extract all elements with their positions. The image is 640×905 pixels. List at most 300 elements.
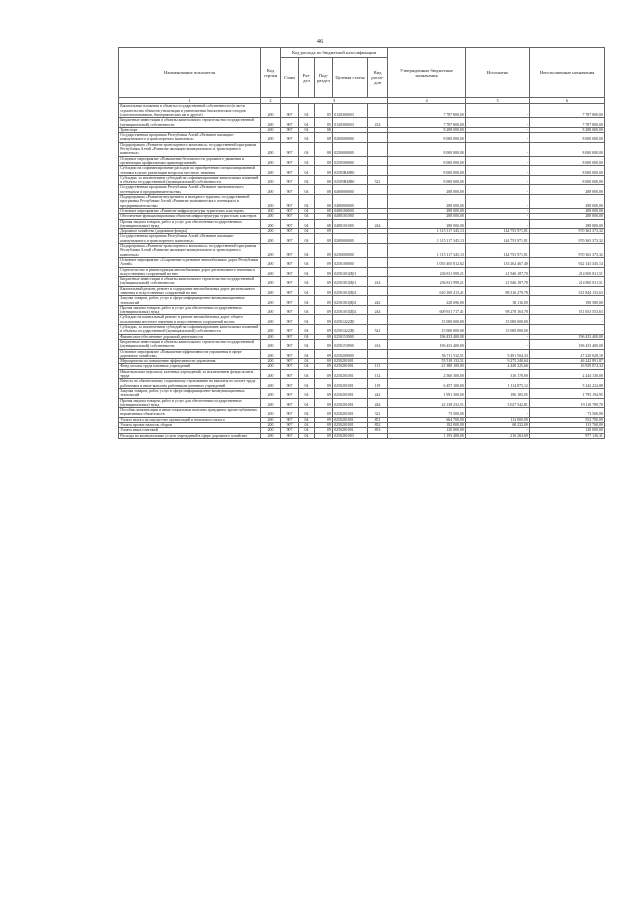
row-executed: - (466, 219, 530, 229)
row-podrazdel: 09 (315, 286, 333, 296)
row-code: 200 (261, 398, 281, 408)
row-glava: 907 (281, 359, 299, 364)
row-glava: 907 (281, 166, 299, 176)
row-approved: 120 000,00 (388, 428, 466, 433)
row-razdel: 04 (299, 398, 315, 408)
row-glava: 907 (281, 369, 299, 379)
row-name: Расходы на коммунальные услуги учреждений в сфере дорожного хозяйства (119, 433, 261, 438)
row-razdel: 04 (299, 433, 315, 438)
row-remaining: 511 653 553,63 (530, 305, 605, 315)
row-remaining: 970 363 373,32 (530, 234, 605, 244)
row-name: Основное мероприятие «Сохранение и развитие автомобильных дорог Республики Алтай» (119, 257, 261, 267)
row-vid: 244 (368, 219, 388, 229)
row-glava: 907 (281, 296, 299, 306)
row-code: 200 (261, 185, 281, 195)
row-podrazdel: 09 (315, 257, 333, 267)
row-target: 0250100000 (333, 257, 368, 267)
row-name: Прочая закупка товаров, работ и услуг для обеспечения государственных (муниципальных) нужд (119, 219, 261, 229)
row-target: 0250201001 (333, 388, 368, 398)
row-remaining: 8 000 000,00 (530, 166, 605, 176)
row-podrazdel: 09 (315, 408, 333, 418)
row-remaining: 214 865 811,51 (530, 267, 605, 277)
row-target: 0250201001 (333, 423, 368, 428)
row-approved: 609 931 717,41 (388, 305, 466, 315)
row-code: 200 (261, 214, 281, 219)
row-razdel: 04 (299, 234, 315, 244)
row-podrazdel: 08 (315, 142, 333, 156)
row-executed: - (466, 156, 530, 166)
row-remaining: 47 220 028,18 (530, 349, 605, 359)
row-razdel: 04 (299, 349, 315, 359)
row-executed: 316 170,00 (466, 369, 530, 379)
row-executed: - (466, 104, 530, 118)
row-vid (368, 315, 388, 325)
row-target: 0120300003 (333, 104, 368, 118)
row-name: Капитальный ремонт, ремонт и содержание автомобильных дорог регионального значения и искусственных сооружений на них (119, 286, 261, 296)
row-name: Иные выплаты персоналу казенных учреждений, за исключением фонда оплаты труда (119, 369, 261, 379)
row-executed: 15 000 000,00 (466, 325, 530, 335)
row-target: 0250201001 (333, 417, 368, 422)
row-glava: 907 (281, 408, 299, 418)
row-glava: 907 (281, 267, 299, 277)
table-row (119, 185, 605, 195)
row-glava: 907 (281, 104, 299, 118)
row-remaining: 5 342 224,88 (530, 379, 605, 389)
row-name: Дорожное хозяйство (дорожные фонды) (119, 229, 261, 234)
row-target: 0480101000 (333, 214, 368, 219)
row-name: Государственная программа Республики Алтай «Развитие жилищно-коммунального и транспортного комплекса» (119, 133, 261, 143)
row-code: 200 (261, 359, 281, 364)
row-target: 0250201001 (333, 369, 368, 379)
row-remaining: 190 580,00 (530, 296, 605, 306)
row-executed: - (466, 428, 530, 433)
row-executed: 9 491 504,33 (466, 349, 530, 359)
row-approved: 22 138 232,51 (388, 398, 466, 408)
row-vid (368, 286, 388, 296)
row-executed: - (466, 408, 530, 418)
row-vid (368, 195, 388, 209)
row-code: 200 (261, 142, 281, 156)
row-podrazdel: 05 (315, 104, 333, 118)
row-code: 200 (261, 423, 281, 428)
header-approved: Утвержденные бюджетные назначения (388, 48, 466, 98)
row-glava: 907 (281, 219, 299, 229)
row-name: Уплата иных платежей (119, 428, 261, 433)
table-row (119, 315, 605, 325)
header-razdel: Раз-дел (299, 58, 315, 98)
row-code: 200 (261, 156, 281, 166)
row-code: 200 (261, 334, 281, 339)
table-row (119, 267, 605, 277)
row-target: 0250500000 (333, 156, 368, 166)
row-executed: 144 753 971,81 (466, 229, 530, 234)
row-podrazdel: 09 (315, 296, 333, 306)
row-podrazdel: 09 (315, 277, 333, 287)
row-target: 0250201003 (333, 433, 368, 438)
header-podrazdel: Под-раздел (315, 58, 333, 98)
row-name: Транспорт (119, 127, 261, 132)
row-approved: 288 000,00 (388, 219, 466, 229)
row-glava: 907 (281, 325, 299, 335)
table-row (119, 369, 605, 379)
row-executed: 216 263,69 (466, 433, 530, 438)
row-name: Пособия, компенсации и иные социальные выплаты гражданам, кроме публичных нормативных обязательств (119, 408, 261, 418)
header-remaining: Неисполненные назначения (530, 48, 605, 98)
table-row (119, 398, 605, 408)
row-remaining: 977 136,31 (530, 433, 605, 438)
row-remaining: 196 433 400,00 (530, 339, 605, 349)
row-vid (368, 234, 388, 244)
row-podrazdel: 08 (315, 208, 333, 213)
row-razdel: 04 (299, 408, 315, 418)
row-vid (368, 156, 388, 166)
row-executed: - (466, 175, 530, 185)
row-razdel: 04 (299, 142, 315, 156)
row-approved: 1 115 117 345,13 (388, 234, 466, 244)
row-glava: 907 (281, 195, 299, 209)
row-razdel: 04 (299, 257, 315, 267)
row-name: Бюджетные инвестиции в объекты капитального строительства государственной (муниципальной) собственности (119, 118, 261, 128)
row-remaining: 288 000,00 (530, 195, 605, 209)
row-glava: 907 (281, 175, 299, 185)
row-razdel: 04 (299, 423, 315, 428)
row-executed: 4 440 225,66 (466, 364, 530, 369)
header-classification: Код расхода по бюджетной классификации (281, 48, 388, 58)
row-remaining: 120 000,00 (530, 428, 605, 433)
row-name: Подпрограмма «Развитие транспортного комплекса» государственной программы Республики Алтай «Развитие жилищно-коммунального и транспортного комплекса» (119, 142, 261, 156)
row-name: Прочая закупка товаров, работ и услуг для обеспечения государственных (муниципальных) нужд (119, 305, 261, 315)
row-code: 200 (261, 195, 281, 209)
row-vid: 852 (368, 423, 388, 428)
header-target: Целевая статья (333, 58, 368, 98)
row-glava: 907 (281, 315, 299, 325)
row-remaining: 288 000,00 (530, 185, 605, 195)
table-row (119, 388, 605, 398)
row-code: 200 (261, 257, 281, 267)
row-name: Субсидии, за исключением субсидий на софинансирование капитальных вложений в объекты государственной (муниципальной) собственности (119, 325, 261, 335)
table-row (119, 118, 605, 128)
row-target: 0250201001 (333, 408, 368, 418)
row-vid: 244 (368, 305, 388, 315)
row-code: 200 (261, 339, 281, 349)
row-glava: 907 (281, 127, 299, 132)
row-target: 0250153900 (333, 334, 368, 339)
row-remaining: 288 000,00 (530, 208, 605, 213)
row-executed: - (466, 133, 530, 143)
row-remaining: 288 000,00 (530, 219, 605, 229)
row-approved: 8 288 000,00 (388, 127, 466, 132)
row-code: 200 (261, 428, 281, 433)
row-glava: 907 (281, 334, 299, 339)
row-remaining: 19 110 789,70 (530, 398, 605, 408)
row-executed: 112 000,00 (466, 417, 530, 422)
row-code: 200 (261, 364, 281, 369)
row-approved: 15 000 000,00 (388, 315, 466, 325)
row-executed: 9 275 240,64 (466, 359, 530, 364)
row-name: Основное мероприятие «Повышение эффективности управления в сфере дорожного хозяйства» (119, 349, 261, 359)
row-glava: 907 (281, 433, 299, 438)
row-executed: - (466, 339, 530, 349)
row-code: 200 (261, 417, 281, 422)
row-remaining: - (530, 315, 605, 325)
row-approved: 236 811 999,21 (388, 277, 466, 287)
row-vid: 521 (368, 325, 388, 335)
row-vid (368, 142, 388, 156)
row-glava: 907 (281, 364, 299, 369)
row-razdel: 04 (299, 428, 315, 433)
row-target: 0250201001 (333, 379, 368, 389)
row-podrazdel: 08 (315, 133, 333, 143)
row-name: Бюджетные инвестиции в объекты капитального строительства государственной (муниципальной) собственности (119, 339, 261, 349)
row-razdel: 04 (299, 267, 315, 277)
row-name: Мероприятия по повышению эффективности управления (119, 359, 261, 364)
row-glava: 907 (281, 185, 299, 195)
row-glava: 907 (281, 379, 299, 389)
row-razdel: 04 (299, 104, 315, 118)
row-target: 02505R4880 (333, 175, 368, 185)
row-code: 200 (261, 369, 281, 379)
row-code: 200 (261, 325, 281, 335)
row-podrazdel: 09 (315, 417, 333, 422)
row-razdel: 04 (299, 315, 315, 325)
row-razdel: 04 (299, 334, 315, 339)
row-razdel: 04 (299, 127, 315, 132)
row-approved: 228 696,00 (388, 296, 466, 306)
row-razdel: 04 (299, 286, 315, 296)
row-razdel: 04 (299, 175, 315, 185)
row-podrazdel: 09 (315, 325, 333, 335)
row-remaining: - (530, 325, 605, 335)
row-code: 200 (261, 286, 281, 296)
row-glava: 907 (281, 277, 299, 287)
row-podrazdel: 09 (315, 305, 333, 315)
row-podrazdel: 08 (315, 175, 333, 185)
row-remaining: 46 242 891,87 (530, 359, 605, 364)
row-approved: 1 115 117 345,13 (388, 244, 466, 258)
row-podrazdel: 05 (315, 118, 333, 128)
row-glava: 907 (281, 349, 299, 359)
row-executed: 38 116,00 (466, 296, 530, 306)
row-approved: 288 000,00 (388, 214, 466, 219)
row-podrazdel: 09 (315, 234, 333, 244)
row-vid: 521 (368, 175, 388, 185)
row-approved: 288 000,00 (388, 195, 466, 209)
row-name: Финансовое обеспечение дорожной деятельности (119, 334, 261, 339)
table-body (119, 98, 605, 439)
row-executed: 144 753 971,81 (466, 244, 530, 258)
row-razdel: 04 (299, 219, 315, 229)
table-row (119, 296, 605, 306)
row-podrazdel: 09 (315, 428, 333, 433)
row-executed: - (466, 118, 530, 128)
row-approved: 664 700,00 (388, 417, 466, 422)
row-vid (368, 133, 388, 143)
row-remaining: 214 865 811,51 (530, 277, 605, 287)
row-razdel: 04 (299, 214, 315, 219)
header-code: Код строки (261, 48, 281, 98)
column-number: 5 (466, 98, 530, 104)
row-executed: 21 946 187,70 (466, 277, 530, 287)
row-approved: 1 115 117 345,13 (388, 229, 466, 234)
row-remaining: 16 939 874,34 (530, 364, 605, 369)
row-glava: 907 (281, 214, 299, 219)
column-number: 4 (388, 98, 466, 104)
row-name: Фонд оплаты труда казенных учреждений (119, 364, 261, 369)
row-razdel: 04 (299, 359, 315, 364)
row-name: Основное мероприятие «Повышение безопасности дорожного движения и организация профилактики правонарушений» (119, 156, 261, 166)
row-podrazdel: 09 (315, 398, 333, 408)
row-podrazdel: 09 (315, 433, 333, 438)
table-row (119, 379, 605, 389)
table-row (119, 104, 605, 118)
column-number: 2 (261, 98, 281, 104)
row-code: 200 (261, 267, 281, 277)
row-vid: 321 (368, 408, 388, 418)
row-razdel: 04 (299, 133, 315, 143)
row-razdel: 04 (299, 277, 315, 287)
header-executed: Исполнено (466, 48, 530, 98)
row-target: 02501422Д0 (333, 325, 368, 335)
row-vid (368, 166, 388, 176)
row-approved: 196 433 400,00 (388, 334, 466, 339)
table-row (119, 244, 605, 258)
row-podrazdel: 09 (315, 334, 333, 339)
row-approved: 1 055 405 812,62 (388, 257, 466, 267)
row-target: 0200000000 (333, 234, 368, 244)
row-name: Субсидии, за исключением субсидий на софинансирование капитальных вложений в объекты государственной (муниципальной) собственности (119, 175, 261, 185)
row-code: 200 (261, 229, 281, 234)
row-glava: 907 (281, 133, 299, 143)
row-vid: 111 (368, 364, 388, 369)
row-approved: 8 000 000,00 (388, 133, 466, 143)
row-podrazdel: 08 (315, 156, 333, 166)
row-razdel: 04 (299, 325, 315, 335)
row-executed: - (466, 214, 530, 219)
row-target: 0480101000 (333, 219, 368, 229)
row-code: 200 (261, 379, 281, 389)
table-row (119, 257, 605, 267)
row-vid: 119 (368, 379, 388, 389)
row-glava: 907 (281, 234, 299, 244)
column-number: 1 (119, 98, 261, 104)
row-approved: 236 811 999,21 (388, 267, 466, 277)
row-name: Государственная программа Республики Алтай «Развитие экономического потенциала и предпринимательства» (119, 185, 261, 195)
row-name: Бюджетные инвестиции в объекты капитального строительства государственной (муниципальной) собственности (119, 277, 261, 287)
header-glava: Глава (281, 58, 299, 98)
row-remaining: 113 768,00 (530, 423, 605, 428)
row-remaining: 1 795 194,95 (530, 388, 605, 398)
row-razdel: 04 (299, 369, 315, 379)
row-executed: - (466, 166, 530, 176)
row-glava: 907 (281, 142, 299, 156)
row-approved: 15 000 000,00 (388, 325, 466, 335)
row-vid: 112 (368, 369, 388, 379)
row-name: Субсидии на софинансирование расходов по приобретению специализированной техники в целях реализации вопросов местного значения (119, 166, 261, 176)
row-executed: 196 105,05 (466, 388, 530, 398)
row-target: 02501010Д02 (333, 305, 368, 315)
row-name: Подпрограмма «Развитие транспортного комплекса» государственной программы Республики Алтай «Развитие жилищно-коммунального и транспортного комплекса» (119, 244, 261, 258)
row-podrazdel: 09 (315, 339, 333, 349)
row-podrazdel: 09 (315, 315, 333, 325)
table-row (119, 142, 605, 156)
row-code: 200 (261, 244, 281, 258)
row-approved: 8 000 000,00 (388, 166, 466, 176)
row-remaining: 2 244 130,00 (530, 369, 605, 379)
row-approved: 55 518 132,51 (388, 359, 466, 364)
row-target: 0250000000 (333, 142, 368, 156)
row-vid: 851 (368, 417, 388, 422)
row-podrazdel: 09 (315, 359, 333, 364)
row-name: Прочая закупка товаров, работ и услуг для обеспечения государственных (муниципальных) нужд (119, 398, 261, 408)
table-row (119, 286, 605, 296)
row-remaining: 8 288 000,00 (530, 127, 605, 132)
table-row (119, 433, 605, 438)
row-name: Обеспечение функционирования объектов инфраструктуры туристских кластеров (119, 214, 261, 219)
row-approved: 21 380 100,00 (388, 364, 466, 369)
row-remaining: 8 000 000,00 (530, 175, 605, 185)
row-code: 200 (261, 104, 281, 118)
row-glava: 907 (281, 428, 299, 433)
row-glava: 907 (281, 244, 299, 258)
row-razdel: 04 (299, 339, 315, 349)
row-target: 02505R4880 (333, 166, 368, 176)
row-approved: 288 000,00 (388, 185, 466, 195)
table-row (119, 219, 605, 229)
row-podrazdel: 08 (315, 219, 333, 229)
table-row (119, 349, 605, 359)
row-code: 200 (261, 166, 281, 176)
row-razdel: 04 (299, 379, 315, 389)
table-row (119, 156, 605, 166)
row-podrazdel: 09 (315, 267, 333, 277)
row-name: Основное мероприятие «Развитие инфраструктуры туристских кластеров» (119, 208, 261, 213)
row-name: Капитальные вложения в объекты государственной собственности (в части строительства объектов утилизации и уничтожения биологических отходов (скотомогильников, биотермических ям и другое) (119, 104, 261, 118)
budget-table (118, 47, 605, 439)
row-code: 200 (261, 433, 281, 438)
row-vid (368, 185, 388, 195)
row-remaining: 8 000 000,00 (530, 142, 605, 156)
row-vid (368, 433, 388, 438)
row-approved: 8 000 000,00 (388, 142, 466, 156)
table-row (119, 175, 605, 185)
row-executed: - (466, 208, 530, 213)
row-glava: 907 (281, 417, 299, 422)
row-code: 200 (261, 208, 281, 213)
row-code: 200 (261, 349, 281, 359)
row-vid (368, 349, 388, 359)
row-target: 0120300003 (333, 118, 368, 128)
row-approved: 7 787 800,00 (388, 118, 466, 128)
row-code: 200 (261, 175, 281, 185)
row-podrazdel: 08 (315, 195, 333, 209)
row-approved: 6 457 100,00 (388, 379, 466, 389)
row-target: 0480000000 (333, 195, 368, 209)
row-razdel: 04 (299, 185, 315, 195)
row-razdel: 04 (299, 195, 315, 209)
row-glava: 907 (281, 286, 299, 296)
row-approved: 56 711 532,51 (388, 349, 466, 359)
row-remaining: 552 700,00 (530, 417, 605, 422)
row-target: 0250200000 (333, 349, 368, 359)
row-approved: 1 193 400,00 (388, 433, 466, 438)
row-executed: 15 000 000,00 (466, 315, 530, 325)
row-podrazdel: 08 (315, 214, 333, 219)
row-razdel: 04 (299, 229, 315, 234)
row-target: 02501010Д02 (333, 286, 368, 296)
row-executed: 21 946 187,70 (466, 267, 530, 277)
row-name: Взносы по обязательному социальному страхованию на выплаты по оплате труда работников и иные выплаты работникам казенных учреждений (119, 379, 261, 389)
table-row (119, 166, 605, 176)
